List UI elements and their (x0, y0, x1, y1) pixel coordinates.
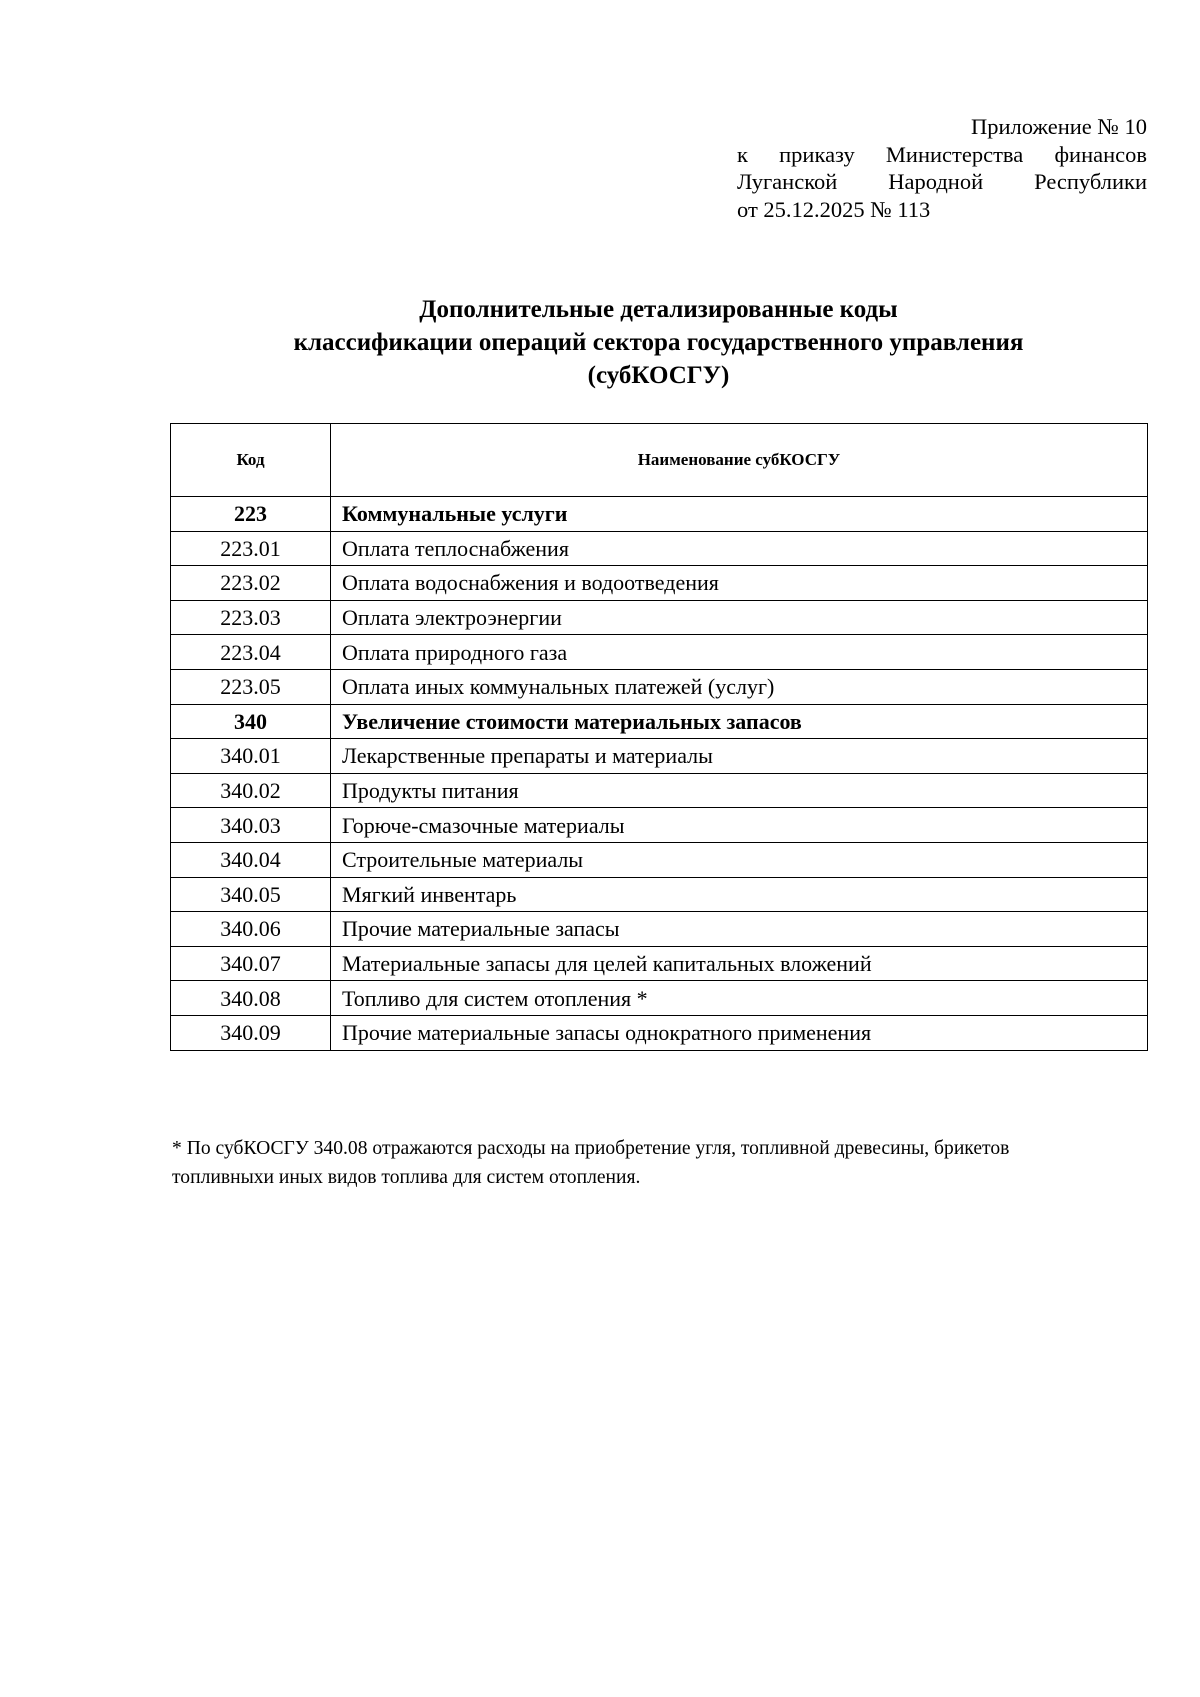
row-name: Оплата электроэнергии (331, 600, 1148, 635)
title-line-2: классификации операций сектора государственного управления (293, 329, 1024, 356)
row-code: 340.07 (171, 946, 331, 981)
row-name: Оплата водоснабжения и водоотведения (331, 566, 1148, 601)
table-row (171, 773, 1148, 808)
row-code: 223.05 (171, 669, 331, 704)
table-row (171, 531, 1148, 566)
row-name: Материальные запасы для целей капитальных вложений (331, 946, 1148, 981)
row-name: Увеличение стоимости материальных запасов (331, 704, 1148, 739)
subkosgu-table (170, 423, 1148, 1051)
row-name: Лекарственные препараты и материалы (331, 739, 1148, 774)
table-row (171, 808, 1148, 843)
column-header-name: Наименование субКОСГУ (331, 424, 1148, 497)
footnote (172, 1134, 1152, 1192)
table-row (171, 946, 1148, 981)
row-code: 340.06 (171, 912, 331, 947)
row-name: Продукты питания (331, 773, 1148, 808)
table-row (171, 877, 1148, 912)
appendix-republic: Луганской Народной Республики (737, 169, 1147, 194)
row-code: 340.02 (171, 773, 331, 808)
row-code: 223.04 (171, 635, 331, 670)
row-code: 340.05 (171, 877, 331, 912)
row-name: Топливо для систем отопления * (331, 981, 1148, 1016)
table-row (171, 566, 1148, 601)
table-row (171, 981, 1148, 1016)
title-line-3: (субКОСГУ) (587, 362, 730, 389)
row-name: Прочие материальные запасы однократного применения (331, 1015, 1148, 1050)
row-code: 223.01 (171, 531, 331, 566)
table-header-row (171, 424, 1148, 497)
footnote-line-2: топливныхи иных видов топлива для систем отопления. (172, 1167, 641, 1188)
row-name: Строительные материалы (331, 842, 1148, 877)
row-name: Оплата иных коммунальных платежей (услуг) (331, 669, 1148, 704)
footnote-line-1: * По субКОСГУ 340.08 отражаются расходы на приобретение угля, топливной древесины, брикетов (172, 1138, 1010, 1159)
table-body (171, 497, 1148, 1051)
row-name: Прочие материальные запасы (331, 912, 1148, 947)
appendix-number: Приложение № 10 (971, 114, 1147, 139)
table-row (171, 842, 1148, 877)
row-name: Мягкий инвентарь (331, 877, 1148, 912)
table-row (171, 600, 1148, 635)
row-code: 340.09 (171, 1015, 331, 1050)
column-header-code: Код (171, 424, 331, 497)
row-code: 340.03 (171, 808, 331, 843)
appendix-order-ref: к приказу Министерства финансов (737, 141, 1147, 167)
document-title (170, 293, 1147, 392)
row-name: Оплата природного газа (331, 635, 1148, 670)
table-row (171, 1015, 1148, 1050)
row-code: 340.01 (171, 739, 331, 774)
row-name: Коммунальные услуги (331, 497, 1148, 532)
row-code: 340.04 (171, 842, 331, 877)
row-name: Оплата теплоснабжения (331, 531, 1148, 566)
table-group-row (171, 704, 1148, 739)
row-name: Горюче-смазочные материалы (331, 808, 1148, 843)
table-row (171, 669, 1148, 704)
row-code: 340.08 (171, 981, 331, 1016)
table-row (171, 912, 1148, 947)
appendix-header (737, 113, 1147, 223)
table-group-row (171, 497, 1148, 532)
table-row (171, 635, 1148, 670)
row-code: 340 (171, 704, 331, 739)
row-code: 223 (171, 497, 331, 532)
appendix-date: от 25.12.2025 № 113 (737, 196, 931, 222)
title-line-1: Дополнительные детализированные коды (419, 296, 898, 323)
table-row (171, 739, 1148, 774)
row-code: 223.03 (171, 600, 331, 635)
row-code: 223.02 (171, 566, 331, 601)
